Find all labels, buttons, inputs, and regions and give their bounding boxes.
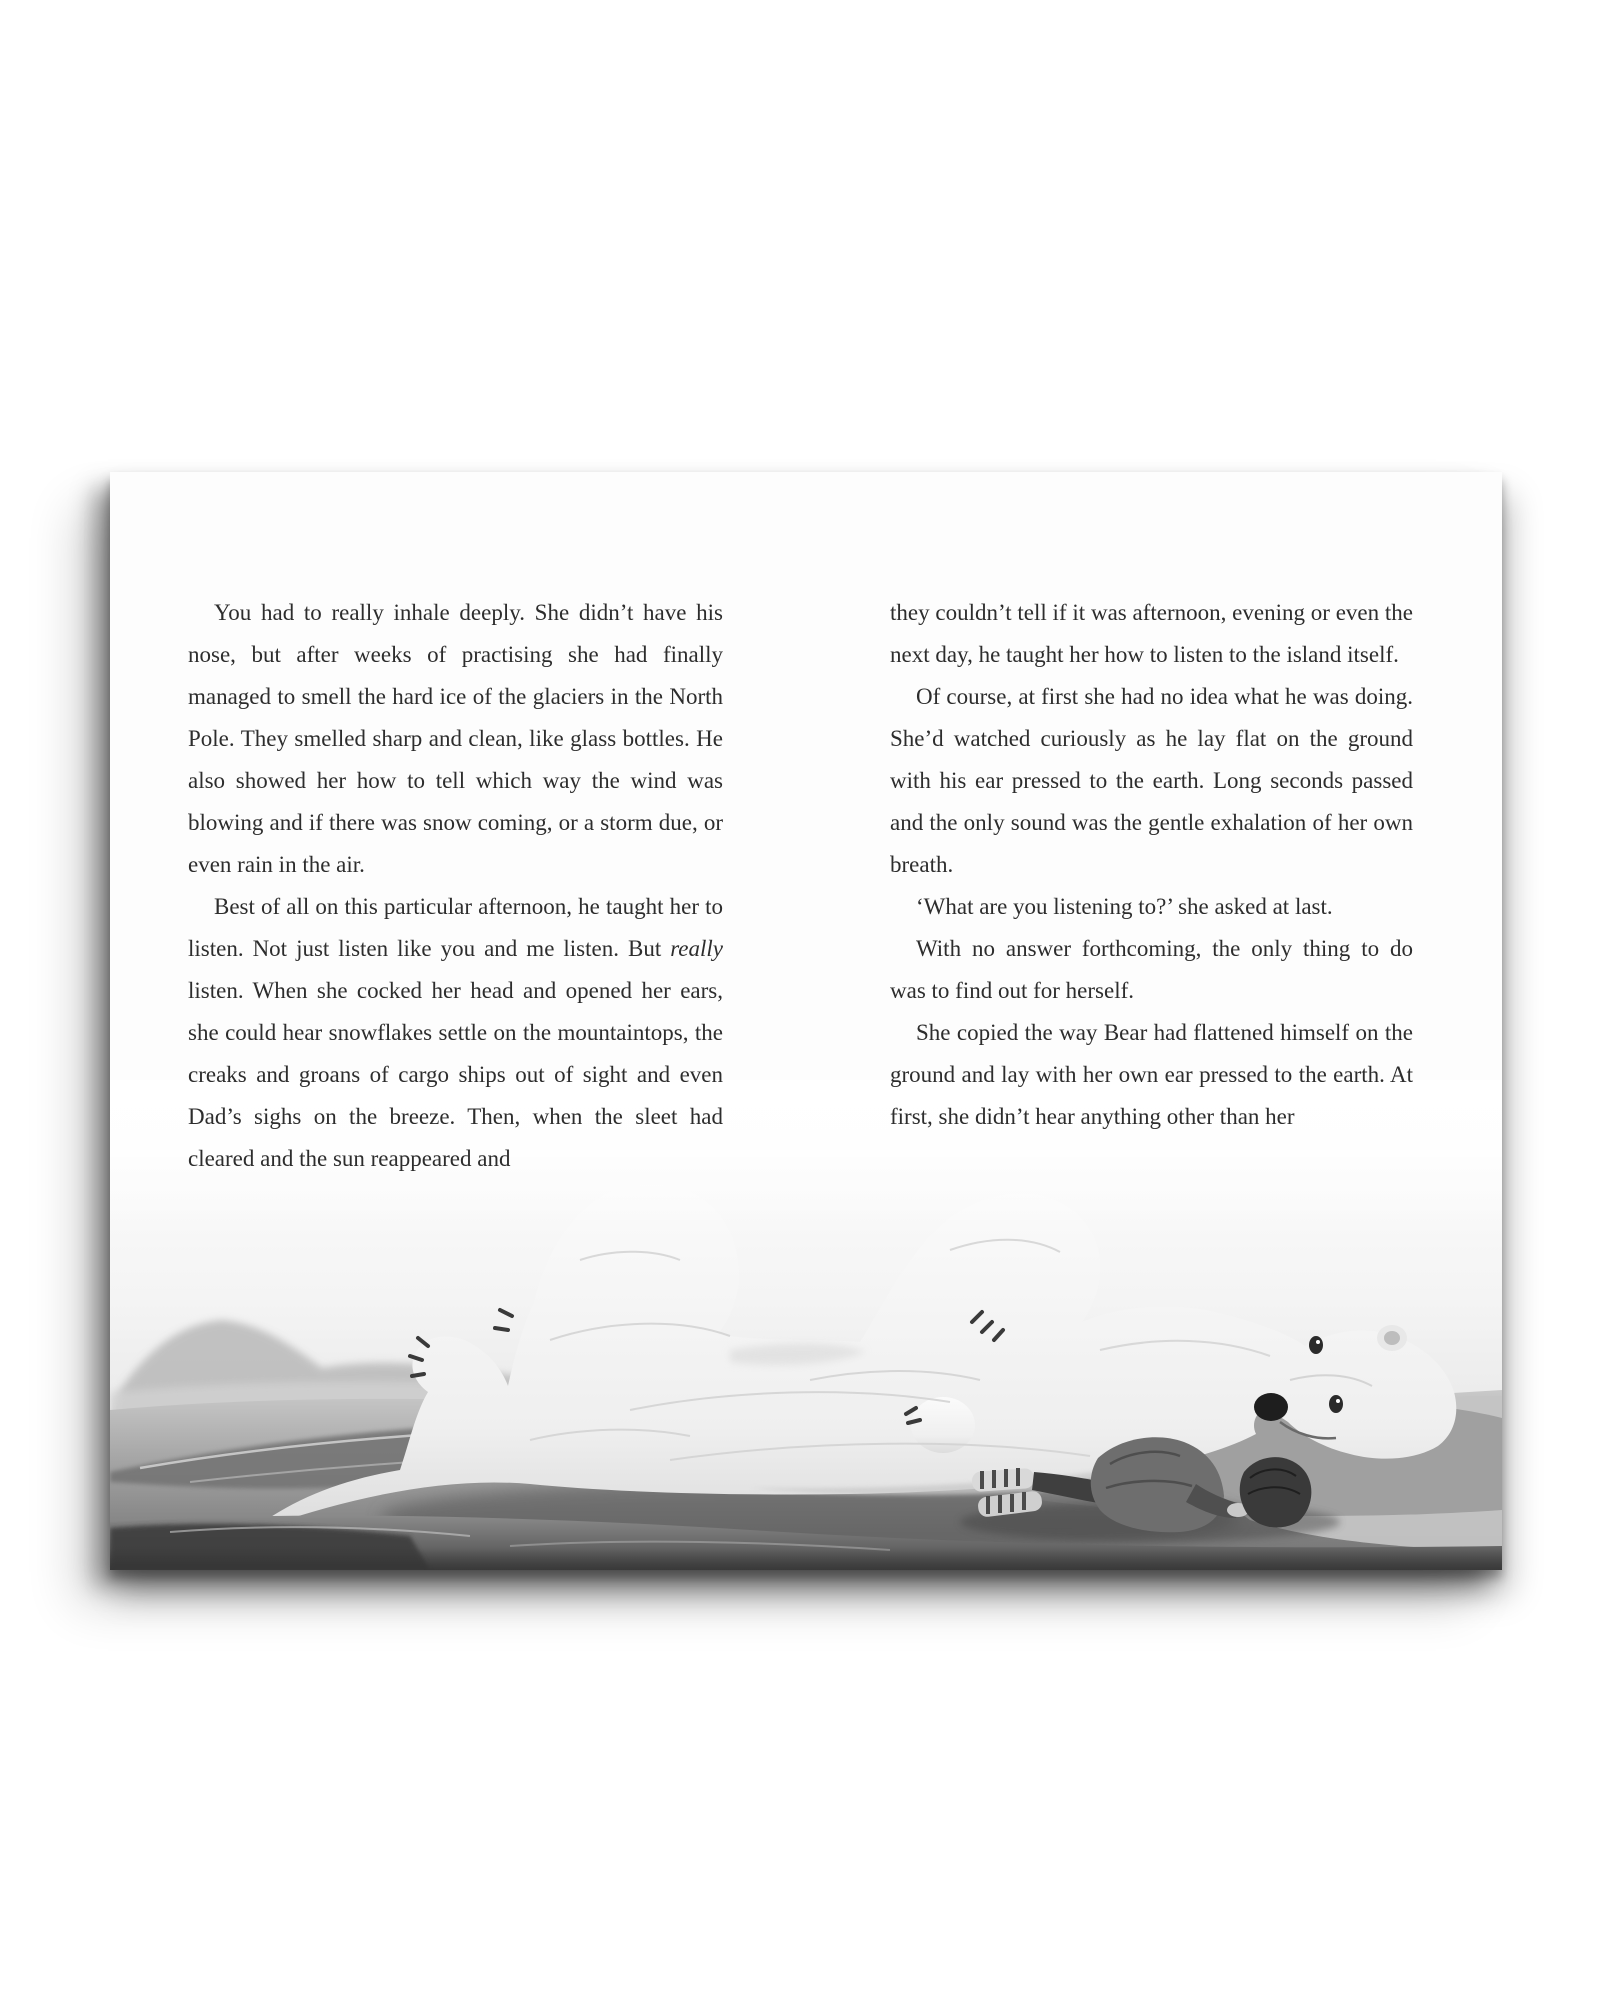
bear-eye-right: [1329, 1395, 1343, 1413]
paragraph: [890, 592, 1413, 676]
text-segment: You had to really inhale deeply. She didn’t have his nose, but after weeks of practising she had finally managed to smell the hard ice of the glaciers in the North Pole. They smelled sharp and clean, like glass bottles. He also showed her how to tell which way the wind was blowing and if there was snow coming, or a storm due, or even rain in the air.: [188, 600, 723, 877]
paragraph: [188, 886, 723, 1180]
text-segment: With no answer forthcoming, the only thing to do was to find out for herself.: [890, 936, 1413, 1003]
text-segment: listen. When she cocked her head and opened her ears, she could hear snowflakes settle on the mountaintops, the creaks and groans of cargo ships out of sight and even Dad’s sighs on the breeze. Then, when the sleet had cleared and the sun reappeared and: [188, 978, 723, 1171]
bottom-shade: [110, 1548, 1502, 1570]
paragraph: [890, 1012, 1413, 1138]
text-segment: Best of all on this particular afternoon, he taught her to listen. Not just listen like you and me listen. But: [188, 894, 723, 961]
paragraph: [188, 592, 723, 886]
italic-text-segment: really: [670, 936, 723, 961]
paragraph: [890, 928, 1413, 1012]
text-segment: Of course, at first she had no idea what he was doing. She’d watched curiously as he lay flat on the ground with his ear pressed to the earth. Long seconds passed and the only sound was the gentle exhalation of her own breath.: [890, 684, 1413, 877]
book-spread-page: [110, 472, 1502, 1570]
paragraph: [890, 676, 1413, 886]
text-segment: She copied the way Bear had flattened himself on the ground and lay with her own ear pressed to the earth. At first, she didn’t hear anything other than her: [890, 1020, 1413, 1129]
text-segment: they couldn’t tell if it was afternoon, evening or even the next day, he taught her how to listen to the island itself.: [890, 600, 1413, 667]
left-page-column: [188, 592, 723, 1180]
bear-nose: [1254, 1393, 1288, 1421]
bear-eye-left: [1309, 1336, 1323, 1354]
text-segment: ‘What are you listening to?’ she asked at last.: [916, 894, 1333, 919]
paragraph: [890, 886, 1413, 928]
right-page-column: [890, 592, 1413, 1138]
